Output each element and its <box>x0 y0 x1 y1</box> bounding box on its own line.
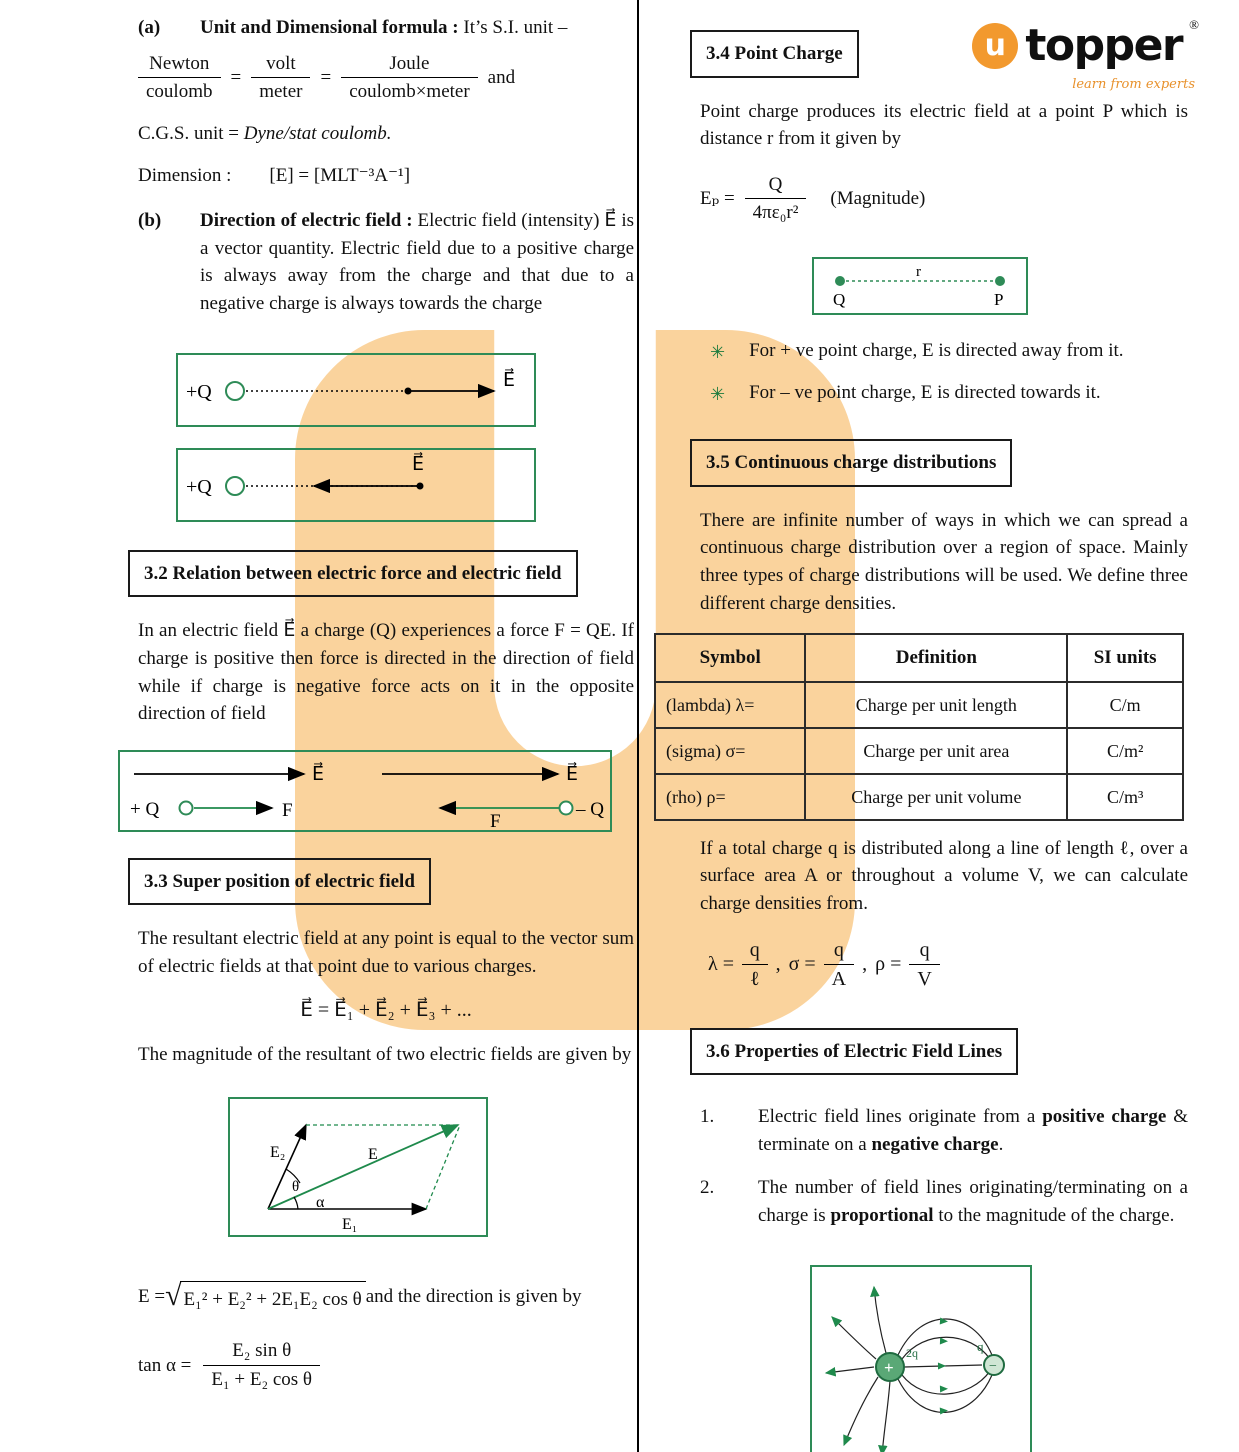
magnitude-formula <box>138 1278 634 1314</box>
field-label-right: E⃗ <box>566 763 579 785</box>
column-divider <box>637 0 639 1452</box>
charge-label: +Q <box>186 475 212 498</box>
charge-label: +Q <box>186 381 212 404</box>
magnitude-lhs: E = <box>138 1286 166 1308</box>
positive-charge-circle <box>180 801 193 814</box>
sigma-fraction <box>824 938 854 992</box>
cgs-value: Dyne/stat coulomb. <box>243 123 392 145</box>
frac-den: coulomb×meter <box>349 81 470 103</box>
diagram-field-lines-dipole <box>810 1265 1032 1452</box>
diagram-point-charge-distance <box>812 257 1028 315</box>
and-word: and <box>487 67 516 89</box>
alpha-label: α <box>316 1193 325 1211</box>
alpha-arc <box>294 1197 298 1209</box>
frac-num: Q <box>745 173 807 200</box>
field-label: E⃗ <box>503 370 516 392</box>
item-a-title <box>200 14 634 42</box>
item-text <box>758 1174 1188 1229</box>
right-column <box>666 30 1188 1452</box>
asterisk-bullet-icon: ✳ <box>710 342 726 363</box>
section-3-6-title: 3.6 Properties of Electric Field Lines <box>706 1040 1003 1062</box>
table-row <box>655 682 1183 728</box>
minus-charge-label: q <box>977 1339 984 1355</box>
magnitude-rest: and the direction is given by <box>365 1286 582 1308</box>
frac-num: volt <box>251 52 310 79</box>
plus-sign: + <box>884 1358 894 1378</box>
cell-si-unit: C/m² <box>1067 728 1183 774</box>
header-si-units: SI units <box>1067 634 1183 682</box>
item-text <box>758 1103 1188 1158</box>
header-symbol: Symbol <box>655 634 805 682</box>
item-text-bold: positive charge <box>1042 1106 1167 1128</box>
bullet-text: For + ve point charge, E is directed away from it. <box>749 340 1124 362</box>
brand-name: topper <box>1025 20 1183 71</box>
square-root <box>165 1278 366 1314</box>
brand-tagline: learn from experts <box>1072 76 1195 92</box>
frac-den: meter <box>259 81 303 103</box>
lambda-lhs: λ = <box>708 953 734 976</box>
item-b-text <box>200 207 634 317</box>
point-p-dot <box>995 276 1005 286</box>
positive-charge-circle <box>226 477 244 495</box>
item-text-bold: negative charge <box>871 1133 999 1155</box>
table-row <box>655 728 1183 774</box>
tan-alpha-formula <box>138 1339 634 1392</box>
cell-si-unit: C/m <box>1067 682 1183 728</box>
left-column <box>130 14 634 1392</box>
item-number: 1. <box>700 1106 715 1128</box>
section-3-6-heading <box>690 1028 1018 1076</box>
ep-fraction <box>745 173 807 226</box>
item-a <box>138 14 634 42</box>
diagram-force-on-charges <box>118 750 612 832</box>
section-3-2-heading <box>128 550 578 598</box>
r-label: r <box>916 264 921 281</box>
section-3-3-body2: The magnitude of the resultant of two electric fields are given by <box>138 1044 632 1066</box>
bullet-positive-charge <box>710 337 1188 365</box>
field-label: E⃗ <box>412 453 425 475</box>
frac-den: V <box>917 967 932 990</box>
item-number: 2. <box>700 1177 715 1199</box>
density-formulas <box>708 938 1188 992</box>
frac-den: E₁ + E₂ cos θ <box>211 1369 312 1391</box>
diagram-field-away-from-positive <box>176 353 536 427</box>
fraction-volt-meter <box>251 52 310 105</box>
field-arrowhead <box>940 1407 948 1415</box>
q-label: Q <box>833 290 846 310</box>
tan-lhs: tan α = <box>138 1354 192 1376</box>
positive-charge-circle <box>226 382 244 400</box>
field-line <box>902 1371 990 1394</box>
dimension-label: Dimension : <box>138 164 232 186</box>
fraction-newton-coulomb <box>138 52 221 105</box>
field-label-left: E⃗ <box>312 763 325 785</box>
item-text-mid: & terminate on a <box>758 1106 1188 1155</box>
cell-definition: Charge per unit volume <box>805 774 1067 820</box>
field-arrowhead <box>938 1363 946 1370</box>
cgs-unit-line <box>138 120 634 148</box>
section-3-4-title: 3.4 Point Charge <box>706 43 843 64</box>
item-a-heading: Unit and Dimensional formula : <box>200 17 459 38</box>
rho-lhs: ρ = <box>875 953 902 976</box>
item-b-heading: Direction of electric field : <box>200 210 413 232</box>
item-text-bold: proportional <box>830 1204 934 1226</box>
dimension-line <box>138 162 634 190</box>
item-text-pre: The number of field lines originating/terminating on a charge is <box>758 1177 1188 1226</box>
lambda-fraction <box>742 938 768 992</box>
diagram-vector-parallelogram <box>228 1097 488 1237</box>
comma: , <box>775 953 781 976</box>
item-b-body: Electric field (intensity) E⃗ is a vector quantity. Electric field due to a positive charge is always away from the charge and that due to a negative charge is always towards the charge <box>200 210 634 314</box>
negative-charge-label: – Q <box>576 798 604 820</box>
bullet-negative-charge <box>710 379 1188 407</box>
field-toward-svg <box>178 450 534 520</box>
diagram-field-toward-charge <box>176 448 536 522</box>
item-text-pre: Electric field lines originate from a <box>758 1106 1043 1128</box>
section-3-3-title: 3.3 Super position of electric field <box>144 870 415 892</box>
charge-q-dot <box>835 276 845 286</box>
equals-sign: = <box>230 67 242 89</box>
section-3-3-body: The resultant electric field at any point is equal to the vector sum of electric fields at that point due to various charges. <box>138 928 634 977</box>
qp-diagram-svg <box>814 259 1026 313</box>
header-definition: Definition <box>805 634 1067 682</box>
field-line-outward <box>832 1317 876 1359</box>
equals-sign: = <box>320 67 332 89</box>
section-3-4-body: Point charge produces its electric field at a point P which is distance r from it given by <box>700 100 1188 150</box>
table-header-row <box>655 634 1183 682</box>
item-a-heading-rest: It’s S.I. unit – <box>458 17 568 38</box>
field-line-outward <box>826 1367 874 1373</box>
cell-symbol: (lambda) λ= <box>655 682 805 728</box>
cell-symbol: (rho) ρ= <box>655 774 805 820</box>
tan-fraction <box>203 1339 320 1392</box>
radicand: E₁² + E₂² + 2E₁E₂ cos θ <box>180 1281 366 1314</box>
positive-charge-label: + Q <box>130 798 160 820</box>
theta-label: θ <box>292 1178 300 1195</box>
cell-symbol: (sigma) σ= <box>655 728 805 774</box>
section-3-2-body: In an electric field E⃗ a charge (Q) experiences a force F = QE. If charge is positive then force is directed in the direction of field while if charge is negative force acts on it in the opposite direction of field <box>138 620 634 725</box>
vector-resultant <box>268 1125 458 1209</box>
field-arrowhead <box>940 1385 948 1392</box>
field-line-outward <box>882 1381 890 1452</box>
frac-den: 4πε₀r² <box>752 202 799 224</box>
item-text-post: . <box>998 1133 1004 1155</box>
item-b <box>138 207 634 317</box>
frac-num: E₂ sin θ <box>203 1339 320 1366</box>
bullet-text: For – ve point charge, E is directed towards it. <box>749 382 1101 404</box>
section-3-5-title: 3.5 Continuous charge distributions <box>706 452 997 474</box>
sigma-lhs: σ = <box>788 953 816 976</box>
item-a-label: (a) <box>138 17 161 38</box>
charge-density-table <box>654 633 1184 821</box>
dimension-value: [E] = [MLT⁻³A⁻¹] <box>269 164 411 186</box>
cell-definition: Charge per unit area <box>805 728 1067 774</box>
negative-charge-circle <box>560 801 573 814</box>
section-3-4-heading <box>690 30 859 78</box>
asterisk-bullet-icon: ✳ <box>710 384 726 405</box>
frac-den: A <box>831 967 847 990</box>
p-label: P <box>994 290 1004 310</box>
rho-fraction <box>909 938 939 992</box>
section-3-5-body: There are infinite number of ways in which we can spread a continuous charge distribution over a region of space. Mainly three types of charge distributions will be used. We define three different charge densities. <box>700 509 1188 614</box>
section-3-5-heading <box>690 439 1012 487</box>
field-arrowhead <box>940 1338 948 1345</box>
field-line-outward <box>844 1377 878 1445</box>
brand-u-icon: u <box>972 23 1018 69</box>
vector-e2 <box>268 1125 306 1209</box>
e-label: E <box>368 1145 378 1163</box>
plus-charge-label: 2q <box>906 1346 918 1361</box>
frac-num: q <box>909 938 939 965</box>
frac-num: Joule <box>341 52 477 79</box>
item-b-label: (b) <box>138 210 162 232</box>
cgs-label: C.G.S. unit = <box>138 123 244 145</box>
fraction-joule <box>341 52 477 105</box>
frac-num: q <box>742 938 768 965</box>
cell-definition: Charge per unit length <box>805 682 1067 728</box>
field-lines-svg <box>812 1267 1030 1452</box>
section-3-3-heading <box>128 858 431 906</box>
minus-sign: − <box>989 1359 997 1375</box>
unit-formula <box>138 52 634 105</box>
property-item-2 <box>700 1174 1188 1229</box>
field-away-svg <box>178 355 534 425</box>
section-3-2-title: 3.2 Relation between electric force and electric field <box>144 562 562 584</box>
parallelogram-svg <box>230 1099 486 1235</box>
e1-label: E₁ <box>342 1215 358 1233</box>
section-3-5-body2: If a total charge q is distributed along a line of length ℓ, over a surface area A or throughout a volume V, we can calculate charge densities from. <box>700 837 1188 914</box>
frac-den: ℓ <box>749 967 760 990</box>
point-charge-formula <box>700 173 1188 226</box>
registered-mark: ® <box>1189 17 1199 32</box>
frac-den: coulomb <box>146 81 213 103</box>
superposition-formula: E⃗ = E⃗₁ + E⃗₂ + E⃗₃ + ... <box>300 999 472 1022</box>
force-label-right: F <box>490 810 501 830</box>
field-line-outward <box>874 1287 886 1353</box>
table-row <box>655 774 1183 820</box>
frac-num: Newton <box>138 52 221 79</box>
magnitude-note: (Magnitude) <box>830 188 926 210</box>
property-item-1 <box>700 1103 1188 1158</box>
force-diagram-svg <box>120 752 610 830</box>
item-text-post: to the magnitude of the charge. <box>933 1204 1175 1226</box>
comma: , <box>862 953 868 976</box>
frac-num: q <box>824 938 854 965</box>
e2-label: E₂ <box>270 1143 286 1161</box>
cell-si-unit: C/m³ <box>1067 774 1183 820</box>
force-label-left: F <box>282 799 293 821</box>
radical-sign: √ <box>165 1278 182 1312</box>
ep-lhs: Eₚ = <box>700 188 735 210</box>
